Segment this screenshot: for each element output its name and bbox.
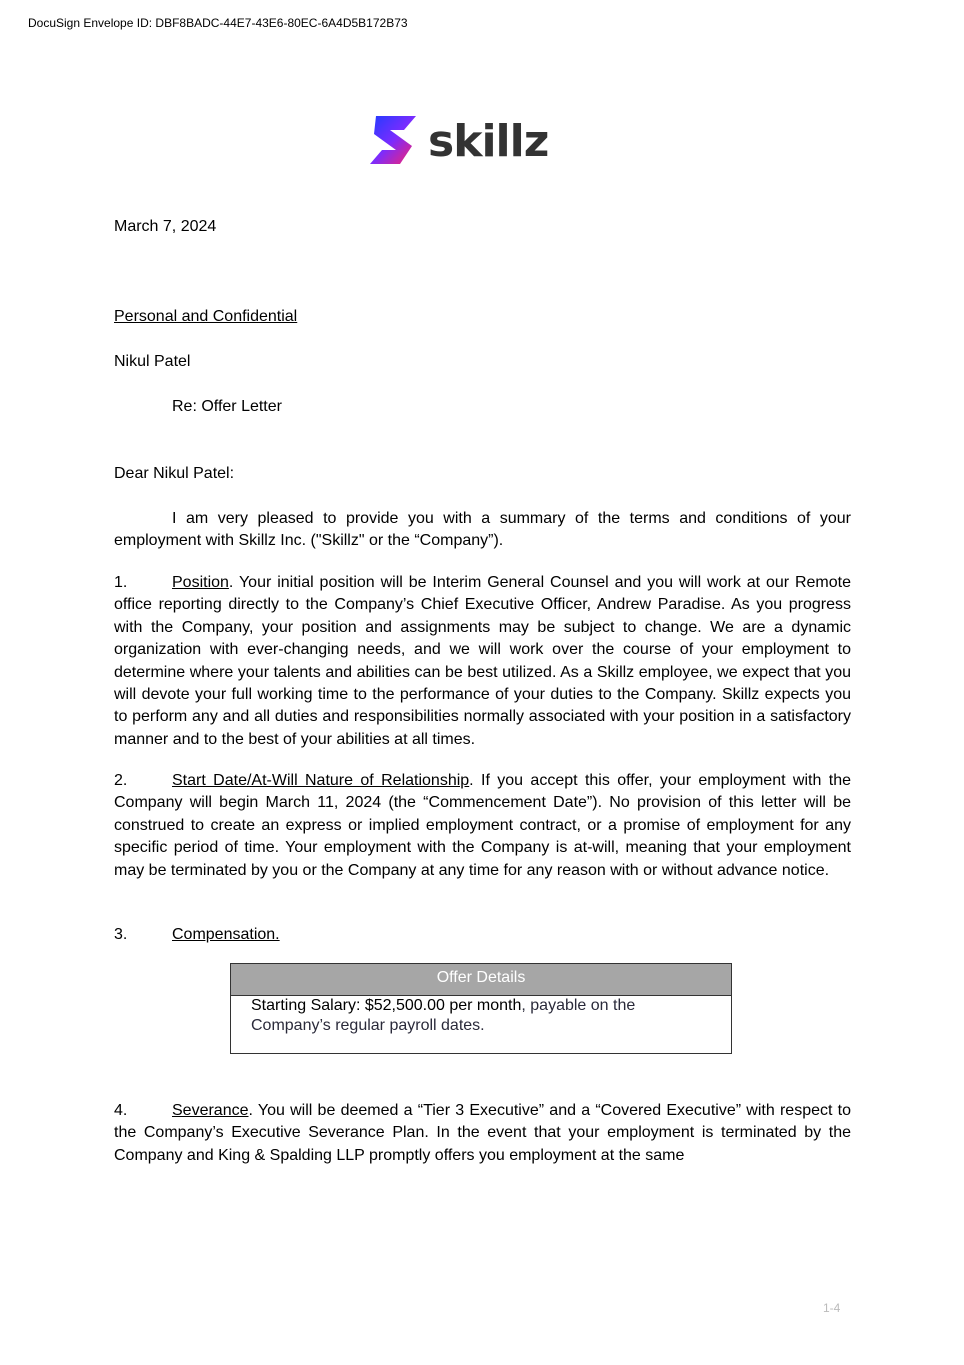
starting-salary: Starting Salary: $52,500.00 per month — [251, 997, 522, 1014]
section-heading: Compensation. — [172, 926, 280, 943]
section-heading: Severance — [172, 1102, 249, 1119]
logo-wordmark: skillz — [428, 116, 549, 166]
letter-date: March 7, 2024 — [114, 218, 217, 235]
skillz-logo — [368, 114, 594, 166]
recipient-name: Nikul Patel — [114, 353, 191, 370]
page-number: 1-4 — [823, 1301, 841, 1315]
payroll-terms: , payable on the Company’s regular payroll dates. — [251, 997, 636, 1034]
section-heading: Position — [172, 574, 229, 591]
section-position: 1. Position. Your initial position will be Interim General Counsel and you will work at our Remote office reporting directly to the Company’s Chief Executive Officer, Andrew Paradise. As you progress with the Company, your position and assignments may be subject to change. We are a dynamic organization with ever-changing needs, and we will work over the course of your employment to determine where your talents and abilities can be best utilized. As a Skillz employee, we expect that you will devote your full working time to the performance of your duties to the Company. Skillz expects you to perform any and all duties and responsibilities normally associated with your position in a satisfactory manner and to the best of your abilities at all times. — [114, 574, 851, 748]
offer-details-table — [230, 963, 732, 1054]
logo-mark-icon — [370, 116, 416, 164]
section-severance: 4. Severance. You will be deemed a “Tier 3 Executive” and a “Covered Executive” with respect to the Company’s Executive Severance Plan. In the event that your employment is terminated by the Company and King & Spalding LLP promptly offers you employment at the same — [114, 1102, 851, 1164]
section-heading: Start Date/At-Will Nature of Relationship — [172, 772, 470, 789]
re-line: Re: Offer Letter — [172, 398, 282, 415]
section-start-date: 2. Start Date/At-Will Nature of Relationship. If you accept this offer, your employment with the Company will begin March 11, 2024 (the “Commencement Date”). No provision of this letter will be construed to create an express or implied employment contract, or a promise of employment for any specific period of time. Your employment with the Company is at-will, meaning that your employment may be terminated by you or the Company at any time for any reason with or without advance notice. — [114, 772, 851, 879]
intro-paragraph: I am very pleased to provide you with a summary of the terms and conditions of your employment with Skillz Inc. ("Skillz" or the “Company”). — [114, 510, 851, 550]
offer-details-body — [231, 996, 731, 1036]
confidential-heading: Personal and Confidential — [114, 308, 298, 325]
section-compensation: 3. Compensation. — [114, 926, 280, 943]
envelope-id: DocuSign Envelope ID: DBF8BADC-44E7-43E6-80EC-6A4D5B172B73 — [28, 16, 408, 30]
salutation: Dear Nikul Patel: — [114, 465, 235, 482]
offer-details-header: Offer Details — [231, 964, 731, 996]
